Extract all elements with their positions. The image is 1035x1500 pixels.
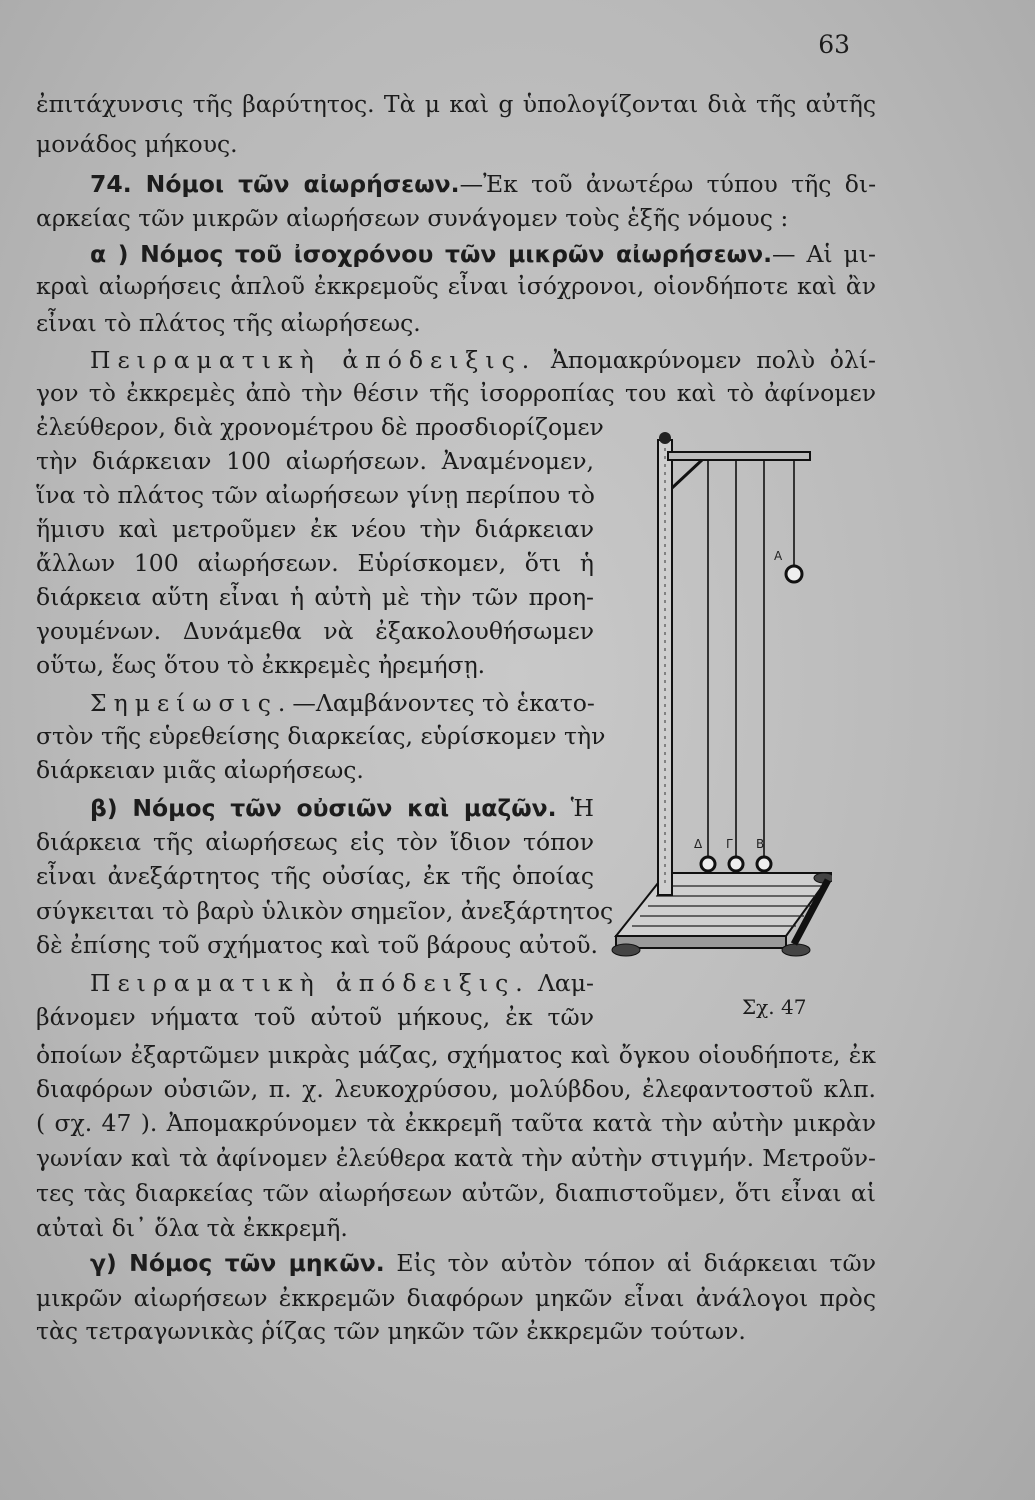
figure-caption: Σχ. 47 <box>742 995 807 1019</box>
text-segment: Σημείωσις. <box>90 689 293 717</box>
text-segment: Πειραματικὴ ἀπόδειξις. <box>90 969 530 997</box>
text-segment: Ἀπομακρύνομεν πολὺ ὀλί- <box>536 346 876 374</box>
text-line <box>36 1282 876 1314</box>
text-line <box>36 649 594 681</box>
text-segment: διάρκεια αὕτη εἶναι ἡ αὐτὴ μὲ τὴν τῶν προη- <box>36 583 594 611</box>
text-line <box>36 1039 876 1071</box>
text-segment: αρκείας τῶν μικρῶν αἰωρήσεων συνάγομεν τοὺς ἑξῆς νόμους : <box>36 204 789 232</box>
text-line <box>36 615 594 647</box>
text-line <box>36 720 606 752</box>
text-line <box>90 344 876 376</box>
label-b: Β <box>756 837 765 851</box>
text-line <box>36 128 876 160</box>
text-line <box>36 1073 876 1105</box>
text-segment: —Ἐκ τοῦ ἀνωτέρω τύπου τῆς δι- <box>459 170 877 198</box>
text-line <box>36 445 594 477</box>
text-line <box>36 860 594 892</box>
text-segment: ἐπιτάχυνσις τῆς βαρύτητος. Τὰ μ καὶ g ὑπολογίζονται διὰ τῆς αὐτῆς <box>36 90 876 118</box>
text-line <box>36 826 594 858</box>
text-line <box>36 547 594 579</box>
text-segment: — Αἱ μι- <box>772 240 876 268</box>
text-segment: ὁποίων ἐξαρτῶμεν μικρὰς μάζας, σχήματος καὶ ὄγκου οἱουδήποτε, ἐκ <box>36 1041 876 1069</box>
text-segment: διαφόρων οὐσιῶν, π. χ. λευκοχρύσου, μολύβδου, ἐλεφαντοστοῦ κλπ. <box>36 1075 876 1103</box>
text-line <box>90 792 594 824</box>
text-line <box>90 168 876 200</box>
text-segment: ἥμισυ καὶ μετροῦμεν ἐκ νέου τὴν διάρκειαν <box>36 515 594 543</box>
text-segment: εἶναι ἀνεξάρτητος τῆς οὐσίας, ἐκ τῆς ὁποίας <box>36 862 594 890</box>
text-segment: σύγκειται τὸ βαρὺ ὑλικὸν σημεῖον, ἀνεξάρτητος <box>36 897 614 925</box>
text-line <box>90 687 594 719</box>
text-segment: εἶναι τὸ πλάτος τῆς αἰωρήσεως. <box>36 309 421 337</box>
text-segment: τὴν διάρκειαν 100 αἰωρήσεων. Ἀναμένομεν, <box>36 447 594 475</box>
text-line <box>36 513 594 545</box>
text-segment: ἵνα τὸ πλάτος τῶν αἰωρήσεων γίνῃ περίπου τὸ <box>36 481 595 509</box>
label-d: Δ <box>694 837 703 851</box>
text-line <box>36 411 604 443</box>
text-line <box>36 754 594 786</box>
text-segment: ( σχ. 47 ). Ἀπομακρύνομεν τὰ ἐκκρεμῆ ταῦτα κατὰ τὴν αὐτὴν μικρὰν <box>36 1109 876 1137</box>
text-segment: β) Νόμος τῶν οὐσιῶν καὶ μαζῶν. <box>90 794 557 822</box>
text-line <box>36 1212 876 1244</box>
text-segment: τες τὰς διαρκείας τῶν αἰωρήσεων αὐτῶν, διαπιστοῦμεν, ὅτι εἶναι αἱ <box>36 1179 876 1207</box>
text-segment: α ) Νόμος τοῦ ἰσοχρόνου τῶν μικρῶν αἰωρήσεων. <box>90 240 773 268</box>
text-line <box>36 1315 876 1347</box>
text-line <box>36 1001 594 1033</box>
text-segment: μικρῶν αἰωρήσεων ἐκκρεμῶν διαφόρων μηκῶν εἶναι ἀνάλογοι πρὸς <box>36 1284 876 1312</box>
text-line <box>90 238 876 270</box>
text-segment: κραὶ αἰωρήσεις ἁπλοῦ ἐκκρεμοῦς εἶναι ἰσόχρονοι, οἱονδήποτε καὶ ἂν <box>36 272 876 300</box>
text-line <box>36 1107 876 1139</box>
text-segment: βάνομεν νήματα τοῦ αὐτοῦ μήκους, ἐκ τῶν <box>36 1003 594 1031</box>
text-segment: γον τὸ ἐκκρεμὲς ἀπὸ τὴν θέσιν τῆς ἰσορροπίας του καὶ τὸ ἀφίνομεν <box>36 379 876 407</box>
text-segment: γουμένων. Δυνάμεθα νὰ ἐξακολουθήσωμεν <box>36 617 594 645</box>
text-segment: οὕτω, ἕως ὅτου τὸ ἐκκρεμὲς ἠρεμήσῃ. <box>36 651 486 679</box>
text-segment: Λαμ- <box>529 969 594 997</box>
text-segment: δὲ ἐπίσης τοῦ σχήματος καὶ τοῦ βάρους αὐτοῦ. <box>36 931 598 959</box>
text-segment: γ) Νόμος τῶν μηκῶν. <box>90 1249 385 1277</box>
text-segment: στὸν τῆς εὑρεθείσης διαρκείας, εὑρίσκομεν τὴν <box>36 722 606 750</box>
text-segment: μονάδος μήκους. <box>36 130 238 158</box>
text-segment: διάρκειαν μιᾶς αἰωρήσεως. <box>36 756 364 784</box>
text-line <box>36 307 876 339</box>
text-segment: γωνίαν καὶ τὰ ἀφίνομεν ἐλεύθερα κατὰ τὴν αὐτὴν στιγμήν. Μετροῦν- <box>36 1144 876 1172</box>
text-line <box>36 1142 876 1174</box>
text-segment: ἐλεύθερον, διὰ χρονομέτρου δὲ προσδιορίζομεν <box>36 413 604 441</box>
pendulum-apparatus-illustration <box>606 428 832 988</box>
text-line <box>36 479 594 511</box>
text-line <box>36 202 876 234</box>
text-line <box>36 270 876 302</box>
text-segment: Εἰς τὸν αὐτὸν τόπον αἱ διάρκειαι τῶν <box>384 1249 876 1277</box>
text-line <box>90 1247 876 1279</box>
text-line <box>36 581 594 613</box>
text-segment: ἄλλων 100 αἰωρήσεων. Εὑρίσκομεν, ὅτι ἡ <box>36 549 594 577</box>
text-segment: 74. Νόμοι τῶν αἰωρήσεων. <box>90 170 460 198</box>
text-line <box>36 1177 876 1209</box>
label-g: Γ <box>726 837 733 851</box>
text-segment: αὐταὶ δι᾽ ὅλα τὰ ἐκκρεμῆ. <box>36 1214 348 1242</box>
text-line <box>36 377 876 409</box>
label-a: Α <box>774 549 783 563</box>
text-line <box>36 929 598 961</box>
text-segment: —Λαμβάνοντες τὸ ἑκατο- <box>292 689 595 717</box>
text-segment: τὰς τετραγωνικὰς ῥίζας τῶν μηκῶν τῶν ἐκκρεμῶν τούτων. <box>36 1317 746 1345</box>
figure-47-pendulums <box>606 428 832 988</box>
page-number: 63 <box>818 30 850 59</box>
text-segment: Πειραματικὴ ἀπόδειξις. <box>90 346 537 374</box>
text-line <box>36 88 876 120</box>
text-line <box>36 895 614 927</box>
text-segment: Ἡ <box>556 794 594 822</box>
text-line <box>90 967 594 999</box>
text-segment: διάρκεια τῆς αἰωρήσεως εἰς τὸν ἴδιον τόπον <box>36 828 594 856</box>
